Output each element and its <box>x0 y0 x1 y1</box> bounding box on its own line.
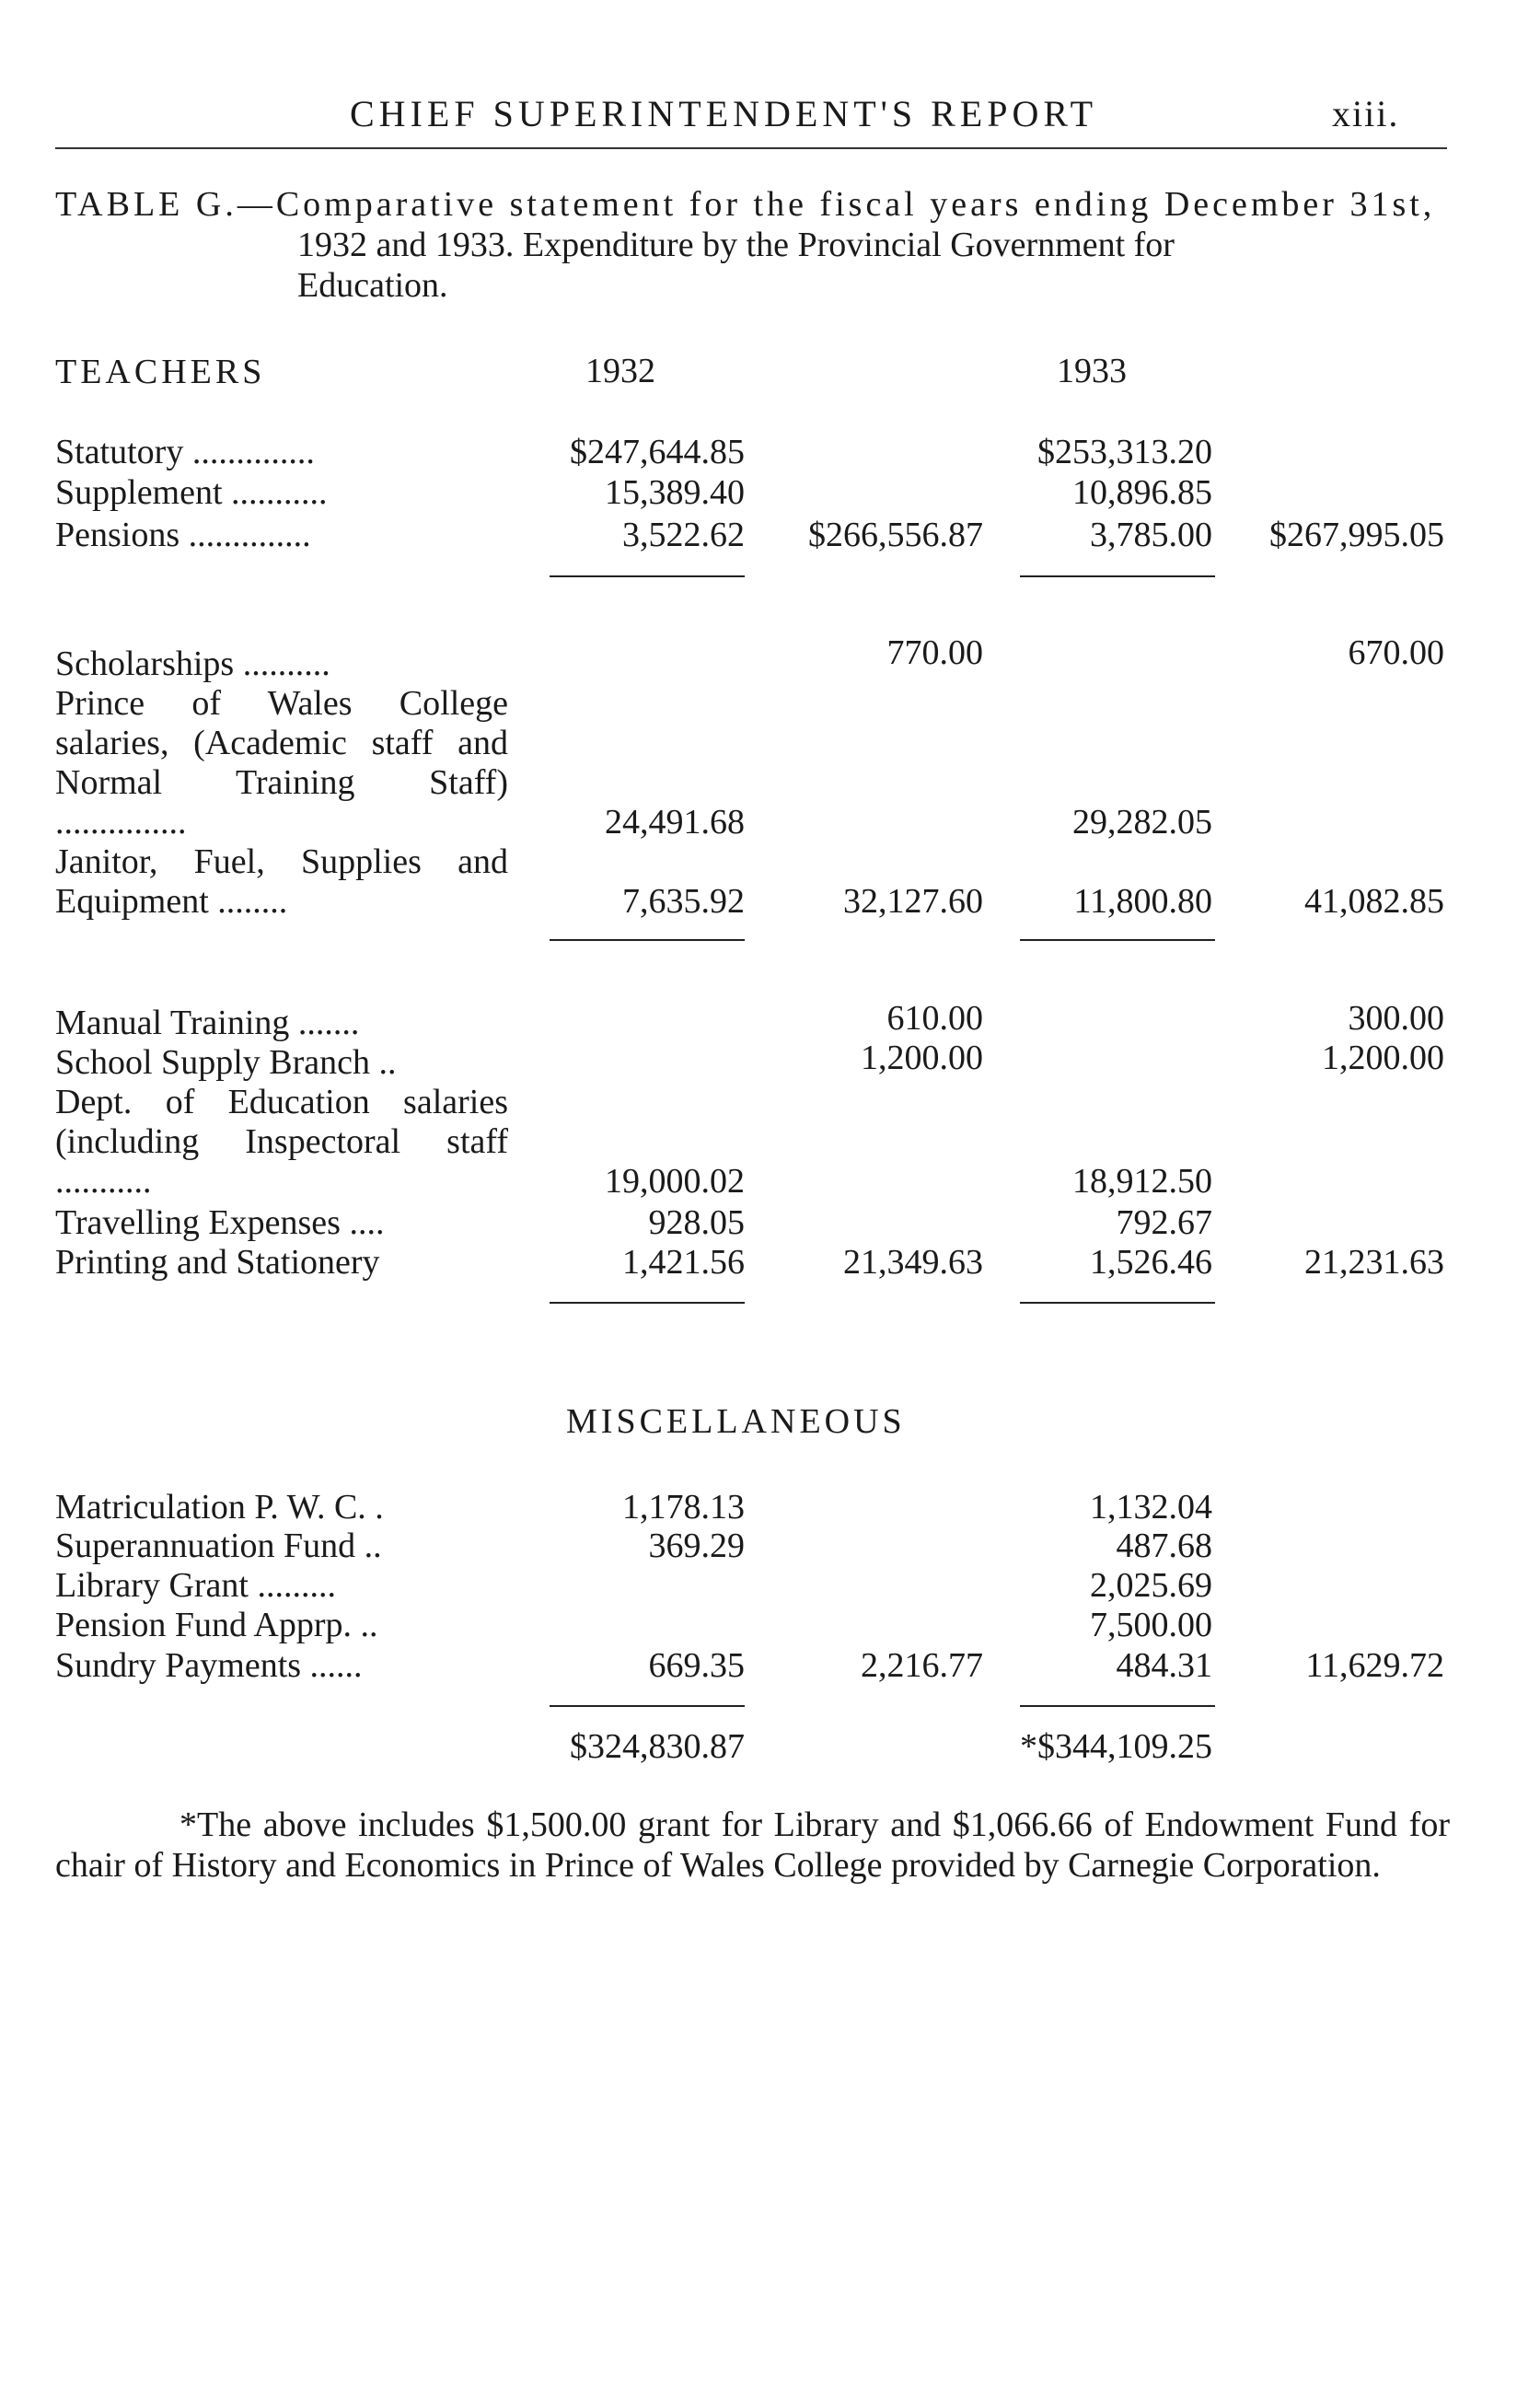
row-label-pension-fund: Pension Fund Apprp. .. <box>55 1606 378 1644</box>
row-label-scholarships: Scholarships .......... <box>55 644 330 683</box>
cell-teachers-total-1932: $266,556.87 <box>808 516 983 554</box>
cell-scholarships-1933: 670.00 <box>1348 633 1444 672</box>
row-label-matriculation: Matriculation P. W. C. . <box>55 1488 384 1527</box>
cell-pension-fund-1933: 7,500.00 <box>1090 1606 1212 1644</box>
cell-statutory-1932: $247,644.85 <box>570 433 745 471</box>
cell-manual-training-1932: 610.00 <box>886 999 983 1038</box>
cell-pwc-total-1933: 41,082.85 <box>1304 882 1444 921</box>
cell-dept-salaries-1932: 19,000.02 <box>605 1162 745 1201</box>
cell-dept-salaries-1933: 18,912.50 <box>1072 1162 1212 1201</box>
column-heading-1933: 1933 <box>1057 352 1127 390</box>
row-label-library-grant: Library Grant ......... <box>55 1566 336 1605</box>
cell-matriculation-1932: 1,178.13 <box>622 1488 745 1527</box>
row-label-superannuation: Superannuation Fund .. <box>55 1527 382 1565</box>
subtotal-rule <box>550 939 745 941</box>
running-header-title: CHIEF SUPERINTENDENT'S REPORT <box>350 93 1098 134</box>
table-caption <box>55 184 1450 306</box>
cell-printing-1932: 1,421.56 <box>622 1243 745 1282</box>
row-label-dept-salaries: Dept. of Education salaries (including Inspectoral staff ........... <box>55 1083 508 1201</box>
cell-misc-total-1933: 11,629.72 <box>1305 1646 1444 1685</box>
caption-line-1: TABLE G.—Comparative statement for the fiscal years ending December 31st, <box>55 185 1436 224</box>
row-label-statutory: Statutory .............. <box>55 433 315 471</box>
row-label-sundry: Sundry Payments ...... <box>55 1646 363 1685</box>
total-rule <box>1020 1705 1215 1707</box>
cell-travelling-1933: 792.67 <box>1116 1203 1212 1242</box>
caption-line-2: 1932 and 1933. Expenditure by the Provincial Government for <box>297 226 1175 264</box>
cell-matriculation-1933: 1,132.04 <box>1090 1488 1212 1527</box>
row-label-manual-training: Manual Training ....... <box>55 1004 360 1042</box>
header-rule <box>55 147 1447 149</box>
row-label-pwc-salaries: Prince of Wales College salaries, (Academic staff and Normal Training Staff) ............... <box>55 684 508 842</box>
cell-superannuation-1933: 487.68 <box>1116 1527 1212 1565</box>
grand-total-1933: *$344,109.25 <box>1020 1727 1212 1766</box>
cell-teachers-total-1933: $267,995.05 <box>1269 516 1444 554</box>
cell-pwc-total-1932: 32,127.60 <box>843 882 983 921</box>
footnote-text: *The above includes $1,500.00 grant for Library and $1,066.66 of Endowment Fund for chair of History and Economics in Prince of Wales College provided by Carnegie Corporation. <box>55 1805 1450 1885</box>
footnote <box>55 1805 1450 1886</box>
cell-printing-1933: 1,526.46 <box>1090 1243 1212 1282</box>
cell-manual-training-1933: 300.00 <box>1348 999 1444 1038</box>
cell-sundry-1932: 669.35 <box>648 1646 745 1685</box>
caption-line-3: Education. <box>297 266 448 305</box>
cell-janitor-1933: 11,800.80 <box>1073 882 1212 921</box>
cell-statutory-1933: $253,313.20 <box>1037 433 1212 471</box>
cell-school-supply-1933: 1,200.00 <box>1322 1039 1444 1077</box>
cell-pensions-1933: 3,785.00 <box>1090 516 1212 554</box>
row-label-travelling: Travelling Expenses .... <box>55 1203 385 1242</box>
cell-pwc-salaries-1933: 29,282.05 <box>1072 803 1212 842</box>
subtotal-rule <box>550 575 745 577</box>
page-number: xiii. <box>1332 93 1400 134</box>
grand-total-1932: $324,830.87 <box>570 1727 745 1766</box>
cell-janitor-1932: 7,635.92 <box>622 882 745 921</box>
row-label-pensions: Pensions .............. <box>55 516 311 554</box>
subtotal-rule <box>550 1302 745 1304</box>
cell-pensions-1932: 3,522.62 <box>622 516 745 554</box>
cell-supplement-1932: 15,389.40 <box>605 473 745 512</box>
subtotal-rule <box>1020 575 1215 577</box>
cell-supplement-1933: 10,896.85 <box>1072 473 1212 512</box>
cell-travelling-1932: 928.05 <box>648 1203 745 1242</box>
row-label-janitor: Janitor, Fuel, Supplies and Equipment ........ <box>55 842 508 921</box>
column-heading-1932: 1932 <box>585 352 655 390</box>
cell-scholarships-1932: 770.00 <box>886 633 983 672</box>
cell-superannuation-1932: 369.29 <box>648 1527 745 1565</box>
cell-dept-total-1932: 21,349.63 <box>843 1243 983 1282</box>
cell-pwc-salaries-1932: 24,491.68 <box>605 803 745 842</box>
cell-library-grant-1933: 2,025.69 <box>1090 1566 1212 1605</box>
section-heading-teachers: TEACHERS <box>55 353 266 391</box>
cell-school-supply-1932: 1,200.00 <box>861 1039 983 1077</box>
row-label-printing: Printing and Stationery <box>55 1243 380 1282</box>
total-rule <box>550 1705 745 1707</box>
row-label-supplement: Supplement ........... <box>55 473 328 512</box>
section-heading-miscellaneous: MISCELLANEOUS <box>566 1402 906 1441</box>
cell-sundry-1933: 484.31 <box>1116 1646 1212 1685</box>
cell-misc-total-1932: 2,216.77 <box>861 1646 983 1685</box>
subtotal-rule <box>1020 1302 1215 1304</box>
row-label-school-supply: School Supply Branch .. <box>55 1043 397 1082</box>
cell-dept-total-1933: 21,231.63 <box>1304 1243 1444 1282</box>
subtotal-rule <box>1020 939 1215 941</box>
